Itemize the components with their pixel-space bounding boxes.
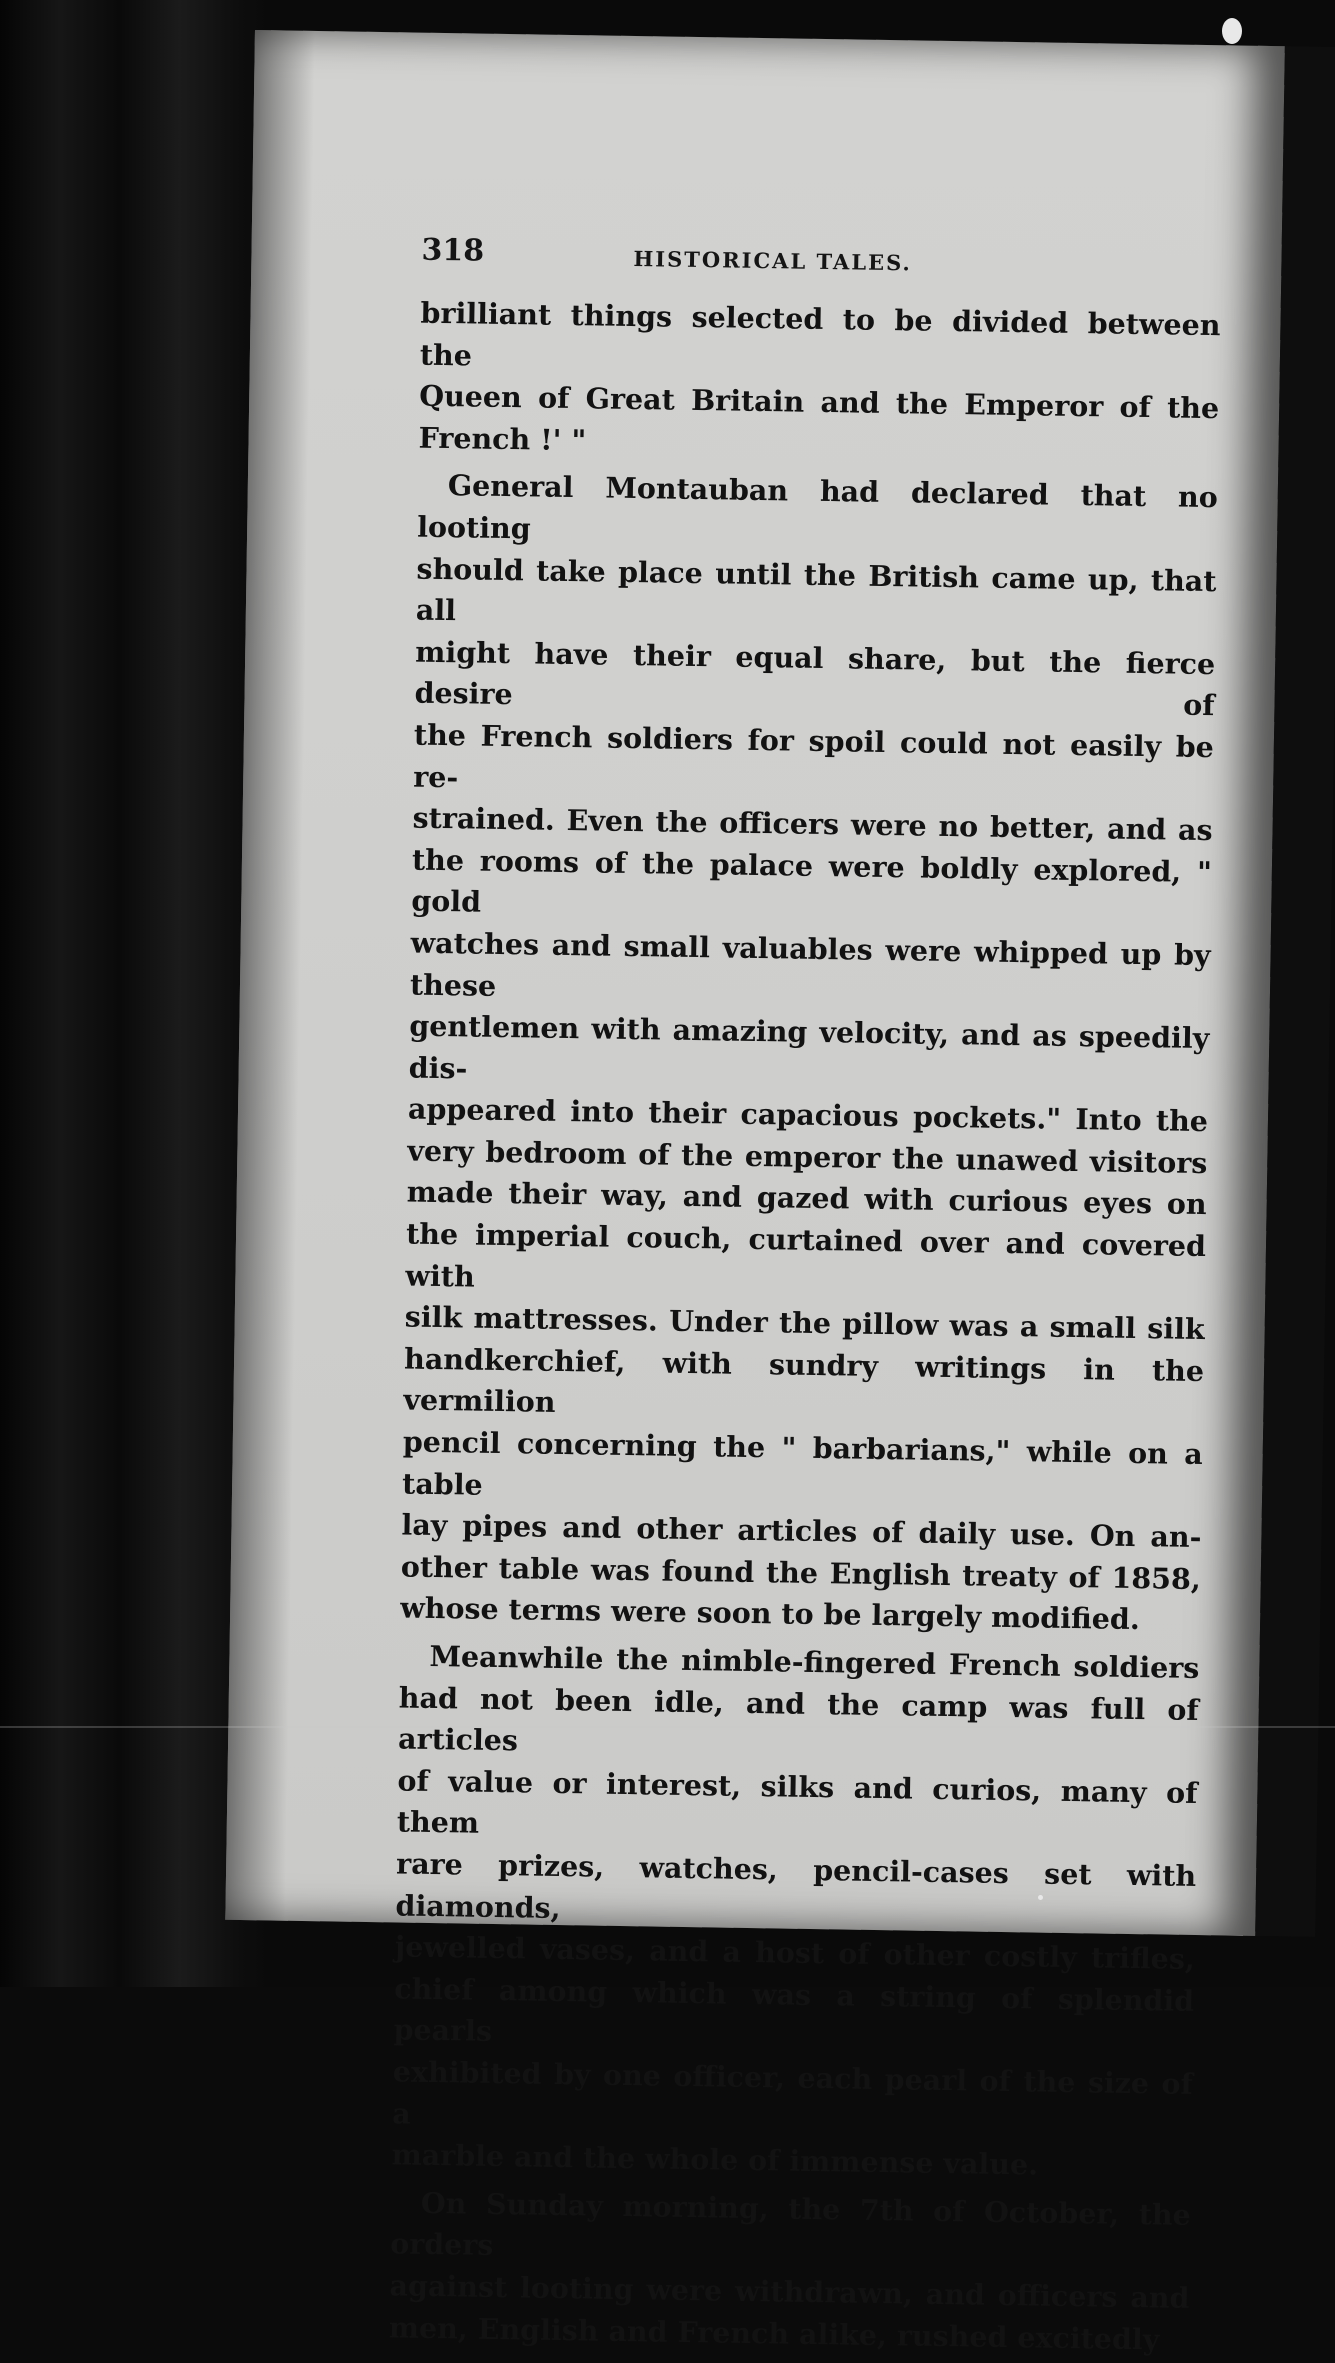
text-line: the rooms of the palace were boldly explored, " gold <box>411 842 1213 919</box>
text-line: the French soldiers for spoil could not easily be re- <box>413 717 1215 794</box>
text-line: marble and the whole of immense value. <box>391 2137 1039 2182</box>
text-line: whose terms were soon to be largely modified. <box>399 1590 1141 1637</box>
text-line: jewelled vases, and a host of other costly trifles, <box>394 1929 1196 1977</box>
page-header <box>421 233 1212 289</box>
text-line: lay pipes and other articles of daily use. On an- <box>401 1507 1202 1555</box>
text-line: made their way, and gazed with curious eyes on <box>406 1174 1207 1222</box>
text-line: strained. Even the officers were no better, and as <box>412 800 1213 848</box>
text-line: Meanwhile the nimble-fingered French soldiers <box>429 1638 1200 1686</box>
text-line: French !' " <box>418 420 587 458</box>
text-line: watches and small valuables were whipped up by these <box>409 925 1211 1003</box>
text-line: silk mattresses. Under the pillow was a small silk <box>404 1299 1205 1347</box>
text-line: On Sunday morning, the 7th of October, the orders <box>389 2185 1192 2263</box>
text-line: pencil concerning the " barbarians," while on a table <box>401 1424 1204 1502</box>
paragraph <box>389 2182 1192 2361</box>
text-line: handkerchief, with sundry writings in the vermilion <box>403 1341 1205 1420</box>
text-line: should take place until the British came up, that all <box>415 551 1217 628</box>
text-line: appeared into their capacious pockets." Into the <box>407 1091 1209 1139</box>
text-line: men, English and French alike, rushed excitedly <box>388 2309 1160 2356</box>
text-line: might have their equal share, but the fierce desire of <box>414 634 1216 723</box>
running-head: HISTORICAL TALES. <box>633 245 913 276</box>
text-line: rare prizes, watches, pencil-cases set with diamonds, <box>395 1846 1197 1925</box>
text-line: exhibited by one officer, each pearl of the size of a <box>392 2054 1194 2131</box>
text-line: had not been idle, and the camp was full of articles <box>397 1680 1200 1758</box>
text-line: brilliant things selected to be divided between the <box>419 295 1221 373</box>
dust-speck <box>1038 1895 1043 1900</box>
paragraph <box>391 1635 1199 2188</box>
text-line: against looting were withdrawn, and officers and <box>389 2268 1190 2315</box>
text-line: chief among which was a string of splendid pearls <box>393 1971 1195 2049</box>
paragraph <box>400 465 1218 1642</box>
text-line: gentlemen with amazing velocity, and as speedily dis- <box>408 1008 1210 1086</box>
text-line: very bedroom of the emperor the unawed visitors <box>407 1133 1208 1180</box>
scan-artifact-line <box>0 1726 1335 1728</box>
text-line: Queen of Great Britain and the Emperor of the <box>419 378 1220 426</box>
text-line: other table was found the English treaty of 1858, <box>400 1549 1202 1596</box>
dust-speck <box>1222 18 1242 44</box>
page-number: 318 <box>421 232 485 269</box>
book-page <box>225 30 1285 2356</box>
body-text <box>389 293 1221 2361</box>
text-line: General Montauban had declared that no looting <box>416 468 1219 546</box>
text-line: of value or interest, silks and curios, many of them <box>396 1763 1198 1841</box>
text-line: the imperial couch, curtained over and covered with <box>405 1216 1207 1294</box>
paragraph <box>418 293 1221 472</box>
